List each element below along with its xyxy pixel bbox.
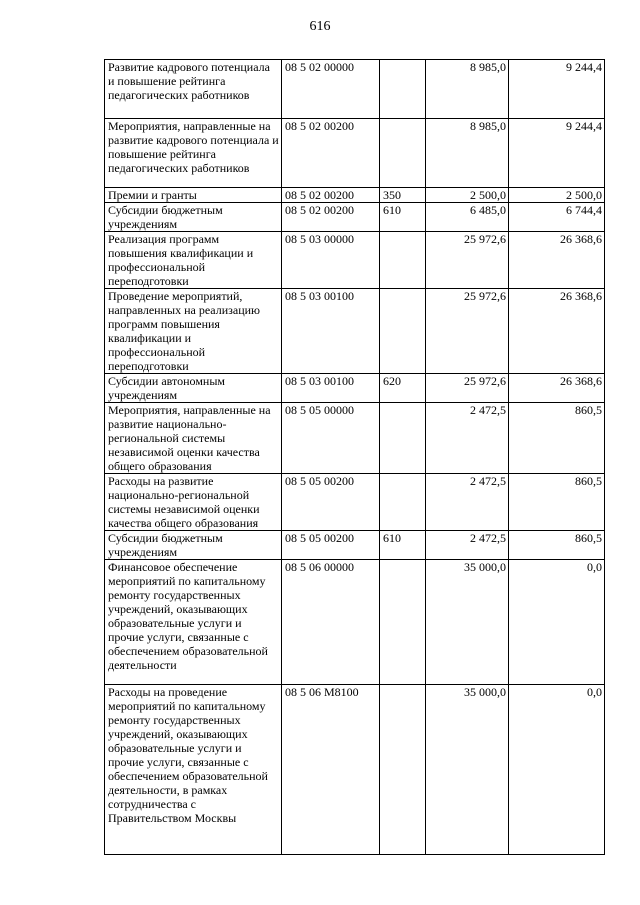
- table-row: [105, 203, 605, 232]
- row-expense-type: [380, 403, 426, 474]
- row-amount-year-1: 2 472,5: [426, 403, 509, 474]
- row-amount-year-2: 0,0: [509, 685, 605, 855]
- row-amount-year-1: 8 985,0: [426, 60, 509, 119]
- table-row: [105, 531, 605, 560]
- row-amount-year-2: 26 368,6: [509, 374, 605, 403]
- row-amount-year-1: 2 472,5: [426, 474, 509, 531]
- row-amount-year-2: 860,5: [509, 531, 605, 560]
- row-amount-year-2: 9 244,4: [509, 60, 605, 119]
- row-amount-year-1: 25 972,6: [426, 232, 509, 289]
- row-code: 08 5 03 00100: [282, 374, 380, 403]
- page-number: 616: [309, 19, 331, 34]
- row-name: Премии и гранты: [105, 188, 282, 203]
- row-expense-type: 620: [380, 374, 426, 403]
- row-amount-year-2: 6 744,4: [509, 203, 605, 232]
- row-name: Расходы на развитие национально-региональной системы независимой оценки качества общего образования: [105, 474, 282, 531]
- row-code: 08 5 02 00200: [282, 119, 380, 188]
- table-row: [105, 560, 605, 685]
- row-name: Финансовое обеспечение мероприятий по капитальному ремонту государственных учреждений, оказывающих образовательные услуги и прочие услуги, связанные с обеспечением образовательной деятельности: [105, 560, 282, 685]
- row-amount-year-1: 25 972,6: [426, 374, 509, 403]
- row-amount-year-1: 35 000,0: [426, 560, 509, 685]
- table-row: [105, 188, 605, 203]
- row-expense-type: [380, 560, 426, 685]
- table-row: [105, 374, 605, 403]
- row-amount-year-1: 35 000,0: [426, 685, 509, 855]
- budget-table: [104, 59, 605, 855]
- row-amount-year-2: 26 368,6: [509, 232, 605, 289]
- row-amount-year-2: 0,0: [509, 560, 605, 685]
- row-name: Субсидии бюджетным учреждениям: [105, 531, 282, 560]
- row-amount-year-2: 860,5: [509, 403, 605, 474]
- row-name: Проведение мероприятий, направленных на реализацию программ повышения квалификации и профессиональной переподготовки: [105, 289, 282, 374]
- row-amount-year-1: 8 985,0: [426, 119, 509, 188]
- row-expense-type: [380, 685, 426, 855]
- row-expense-type: [380, 474, 426, 531]
- table-row: [105, 403, 605, 474]
- row-code: 08 5 02 00000: [282, 60, 380, 119]
- row-name: Субсидии автономным учреждениям: [105, 374, 282, 403]
- row-amount-year-1: 6 485,0: [426, 203, 509, 232]
- row-code: 08 5 06 00000: [282, 560, 380, 685]
- row-code: 08 5 03 00100: [282, 289, 380, 374]
- row-code: 08 5 06 М8100: [282, 685, 380, 855]
- row-expense-type: 350: [380, 188, 426, 203]
- row-name: Реализация программ повышения квалификации и профессиональной переподготовки: [105, 232, 282, 289]
- row-code: 08 5 02 00200: [282, 188, 380, 203]
- row-code: 08 5 03 00000: [282, 232, 380, 289]
- row-expense-type: 610: [380, 203, 426, 232]
- table-row: [105, 60, 605, 119]
- row-amount-year-1: 2 500,0: [426, 188, 509, 203]
- row-code: 08 5 05 00000: [282, 403, 380, 474]
- row-name: Расходы на проведение мероприятий по капитальному ремонту государственных учреждений, оказывающих образовательные услуги и прочие услуги, связанные с обеспечением образовательной деятельности, в рамках сотрудничества с Правительством Москвы: [105, 685, 282, 855]
- row-code: 08 5 05 00200: [282, 474, 380, 531]
- budget-table-body: [105, 60, 605, 855]
- row-name: Мероприятия, направленные на развитие кадрового потенциала и повышение рейтинга педагогических работников: [105, 119, 282, 188]
- table-row: [105, 232, 605, 289]
- row-name: Развитие кадрового потенциала и повышение рейтинга педагогических работников: [105, 60, 282, 119]
- row-expense-type: [380, 289, 426, 374]
- row-expense-type: [380, 232, 426, 289]
- row-expense-type: 610: [380, 531, 426, 560]
- row-amount-year-1: 25 972,6: [426, 289, 509, 374]
- row-amount-year-1: 2 472,5: [426, 531, 509, 560]
- row-expense-type: [380, 119, 426, 188]
- row-amount-year-2: 9 244,4: [509, 119, 605, 188]
- row-amount-year-2: 860,5: [509, 474, 605, 531]
- row-amount-year-2: 2 500,0: [509, 188, 605, 203]
- table-row: [105, 474, 605, 531]
- row-amount-year-2: 26 368,6: [509, 289, 605, 374]
- row-code: 08 5 05 00200: [282, 531, 380, 560]
- table-row: [105, 289, 605, 374]
- row-name: Субсидии бюджетным учреждениям: [105, 203, 282, 232]
- row-code: 08 5 02 00200: [282, 203, 380, 232]
- table-row: [105, 119, 605, 188]
- table-row: [105, 685, 605, 855]
- row-name: Мероприятия, направленные на развитие национально-региональной системы независимой оценки качества общего образования: [105, 403, 282, 474]
- row-expense-type: [380, 60, 426, 119]
